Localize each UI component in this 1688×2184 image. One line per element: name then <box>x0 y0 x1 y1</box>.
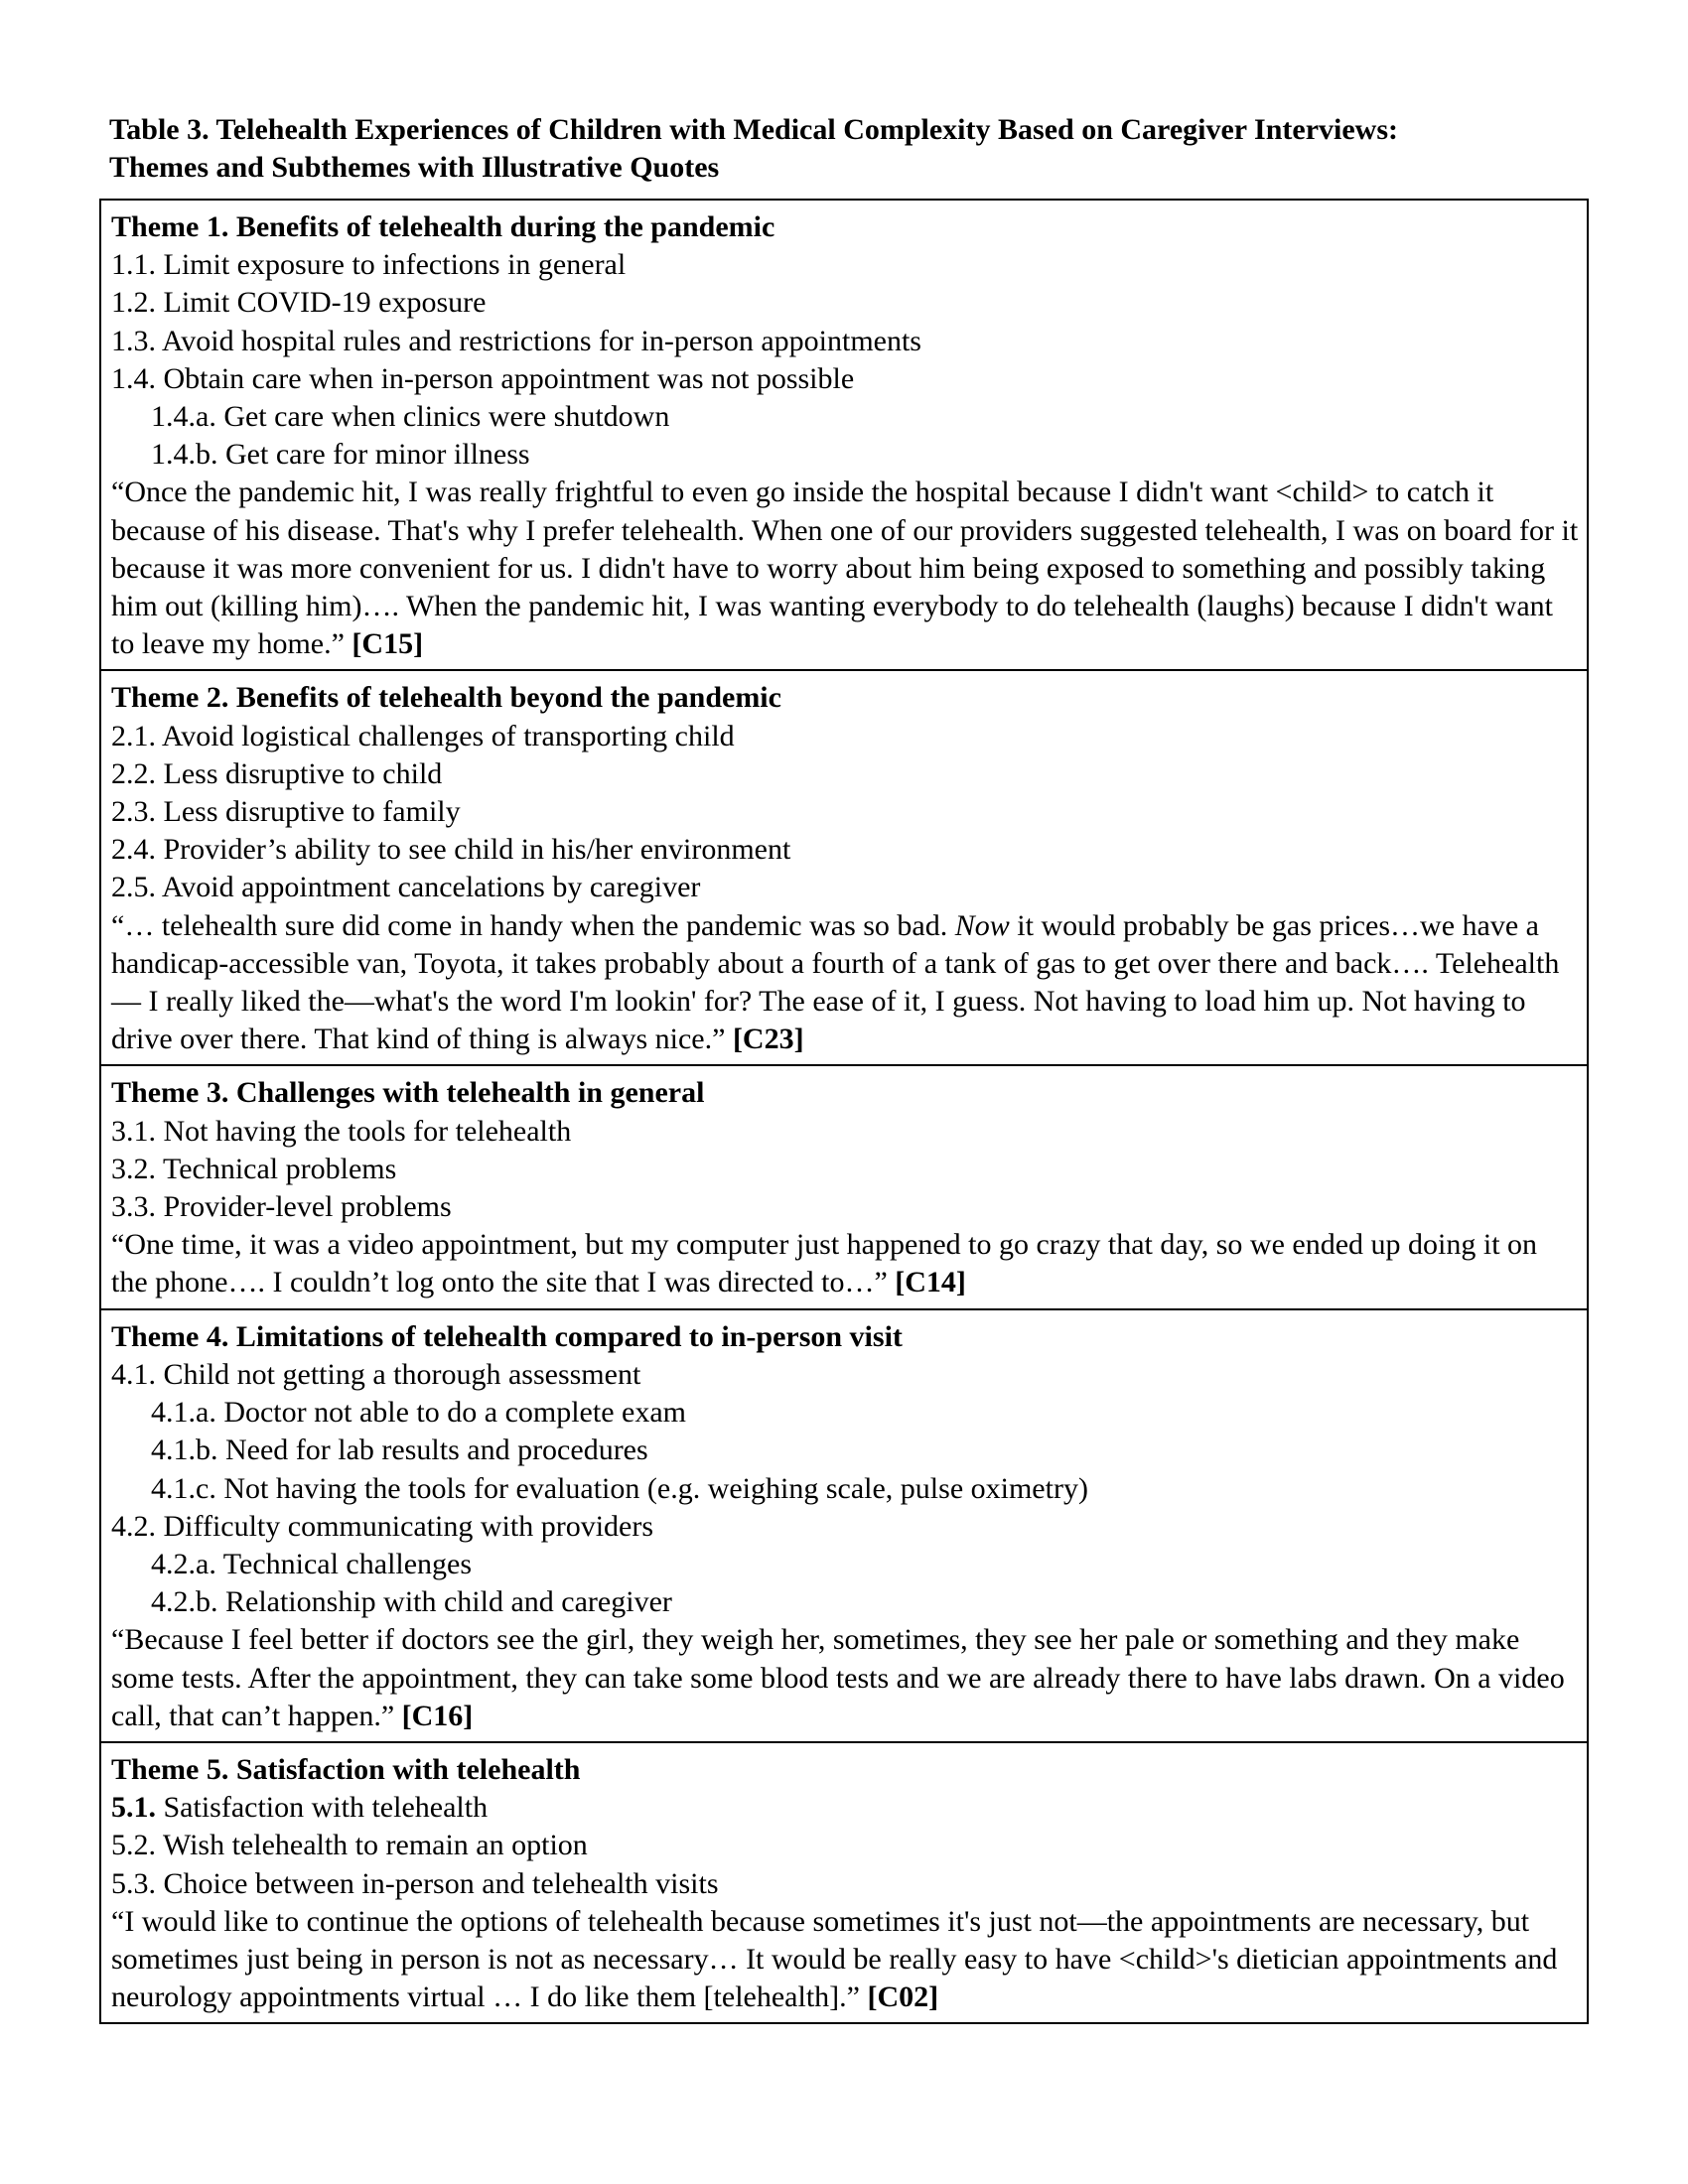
illustrative-quote <box>111 1903 1579 2017</box>
subtheme-subitem: 4.1.a. Doctor not able to do a complete exam <box>151 1396 686 1430</box>
subtheme-item: 1.3. Avoid hospital rules and restrictions for in-person appointments <box>111 324 921 357</box>
subtheme-text: Satisfaction with telehealth <box>156 1791 489 1825</box>
table-title <box>109 111 1589 187</box>
theme-block-5 <box>101 1741 1587 2022</box>
subtheme-number: 5.1. <box>111 1791 156 1825</box>
subtheme-item: 2.1. Avoid logistical challenges of transporting child <box>111 719 735 752</box>
participant-code: [C23] <box>732 1023 804 1056</box>
subtheme-item: 4.1. Child not getting a thorough assessment <box>111 1357 641 1391</box>
subtheme-item <box>111 1789 1579 1827</box>
participant-code: [C14] <box>895 1266 966 1299</box>
subtheme-subitem: 4.2.b. Relationship with child and caregiver <box>151 1585 672 1619</box>
theme-block-1 <box>101 201 1587 669</box>
subtheme-item: 5.2. Wish telehealth to remain an option <box>111 1829 588 1862</box>
participant-code: [C02] <box>867 1980 939 2014</box>
subtheme-item: 1.2. Limit COVID-19 exposure <box>111 286 487 320</box>
table-title-line2: Themes and Subthemes with Illustrative Quotes <box>109 151 720 184</box>
subtheme-subitem: 4.1.b. Need for lab results and procedures <box>151 1433 648 1467</box>
subtheme-list <box>111 1356 1579 1621</box>
subtheme-list <box>111 246 1579 474</box>
subtheme-list <box>111 1113 1579 1227</box>
theme-block-2 <box>101 669 1587 1064</box>
illustrative-quote <box>111 1226 1579 1301</box>
theme-heading: Theme 2. Benefits of telehealth beyond the pandemic <box>111 681 781 715</box>
theme-heading: Theme 1. Benefits of telehealth during the pandemic <box>111 210 775 243</box>
illustrative-quote <box>111 474 1579 663</box>
subtheme-item: 3.3. Provider-level problems <box>111 1190 452 1224</box>
participant-code: [C15] <box>352 627 424 661</box>
subtheme-item: 2.2. Less disruptive to child <box>111 756 443 790</box>
subtheme-subitem: 4.2.a. Technical challenges <box>151 1547 473 1580</box>
subtheme-item: 2.5. Avoid appointment cancelations by caregiver <box>111 871 701 904</box>
subtheme-list <box>111 1789 1579 1903</box>
subtheme-item: 1.4. Obtain care when in-person appointment was not possible <box>111 361 855 395</box>
document-page <box>99 111 1589 2024</box>
participant-code: [C16] <box>401 1699 474 1732</box>
subtheme-item: 3.2. Technical problems <box>111 1152 397 1185</box>
theme-heading: Theme 5. Satisfaction with telehealth <box>111 1752 581 1786</box>
subtheme-subitem: 4.1.c. Not having the tools for evaluation (e.g. weighing scale, pulse oximetry) <box>151 1471 1088 1505</box>
subtheme-item: 4.2. Difficulty communicating with providers <box>111 1509 654 1543</box>
subtheme-item: 1.1. Limit exposure to infections in general <box>111 248 627 282</box>
quote-text-start: “… telehealth sure did come in handy when the pandemic was so bad. <box>111 908 955 942</box>
quote-text: “One time, it was a video appointment, but my computer just happened to go crazy that day, so we ended up doing it on the phone…. I couldn’t log onto the site that I was directed to…” <box>111 1228 1538 1299</box>
subtheme-item: 5.3. Choice between in-person and telehealth visits <box>111 1866 719 1900</box>
theme-heading: Theme 3. Challenges with telehealth in general <box>111 1076 705 1110</box>
quote-text-end: it would probably be gas prices…we have a handicap-accessible van, Toyota, it takes probably about a fourth of a tank of gas to get over there and back…. Telehealth— I really liked the—what's the word I'm lookin' for? The ease of it, I guess. Not having to load him up. Not having to drive over there. That kind of thing is always nice.” <box>111 908 1560 1056</box>
theme-block-4 <box>101 1308 1587 1741</box>
quote-emphasis: Now <box>954 908 1010 942</box>
subtheme-item: 3.1. Not having the tools for telehealth <box>111 1114 572 1148</box>
illustrative-quote <box>111 1621 1579 1735</box>
subtheme-item: 2.4. Provider’s ability to see child in his/her environment <box>111 833 791 867</box>
subtheme-list <box>111 718 1579 907</box>
table-title-line1: Table 3. Telehealth Experiences of Children with Medical Complexity Based on Caregiver Interviews: <box>109 113 1399 146</box>
quote-text: “I would like to continue the options of telehealth because sometimes it's just not—the appointments are necessary, but sometimes just being in person is not as necessary… It would be really easy to have <child>'s dietician appointments and neurology appointments virtual … I do like them [telehealth].” <box>111 1904 1558 2014</box>
quote-text: “Once the pandemic hit, I was really frightful to even go inside the hospital because I didn't want <child> to catch it because of his disease. That's why I prefer telehealth. When one of our providers suggested telehealth, I was on board for it because it was more convenient for us. I didn't have to worry about him being exposed to something and possibly taking him out (killing him)…. When the pandemic hit, I was wanting everybody to do telehealth (laughs) because I didn't want to leave my home.” <box>111 476 1579 661</box>
quote-text: “Because I feel better if doctors see the girl, they weigh her, sometimes, they see her pale or something and they make some tests. After the appointment, they can take some blood tests and we are already there to have labs drawn. On a video call, that can’t happen.” <box>111 1623 1565 1732</box>
themes-table <box>99 199 1589 2024</box>
subtheme-subitem: 1.4.b. Get care for minor illness <box>151 438 530 472</box>
subtheme-subitem: 1.4.a. Get care when clinics were shutdown <box>151 400 670 434</box>
subtheme-item: 2.3. Less disruptive to family <box>111 795 461 829</box>
illustrative-quote <box>111 907 1579 1059</box>
theme-block-3 <box>101 1064 1587 1307</box>
theme-heading: Theme 4. Limitations of telehealth compared to in-person visit <box>111 1319 903 1353</box>
